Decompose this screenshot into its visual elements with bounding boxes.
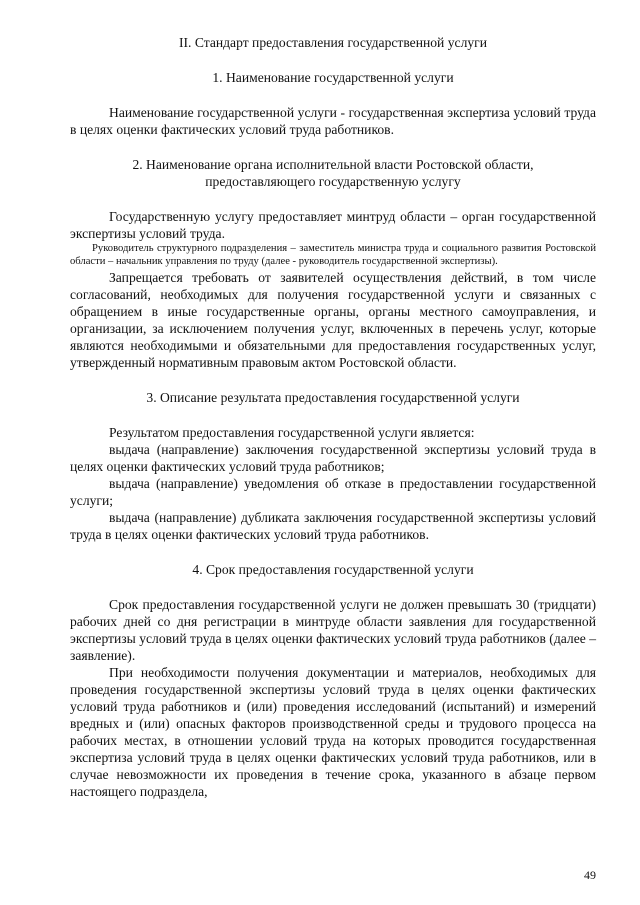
- section-3-heading: 3. Описание результата предоставления государственной услуги: [146, 389, 520, 405]
- section-3-paragraph-3: выдача (направление) уведомления об отказе в предоставлении государственной услуги;: [70, 475, 596, 508]
- section-2-heading-line-1: 2. Наименование органа исполнительной власти Ростовской области,: [132, 157, 534, 172]
- section-1-heading: 1. Наименование государственной услуги: [212, 70, 454, 85]
- section-4-heading: 4. Срок предоставления государственной услуги: [192, 561, 474, 577]
- section-2: [70, 156, 596, 371]
- section-3-paragraph-2: выдача (направление) заключения государственной экспертизы условий труда в целях оценки фактических условий труда работников;: [70, 441, 596, 474]
- page-number: 49: [584, 868, 596, 882]
- section-3-paragraph-1: Результатом предоставления государственной услуги является:: [109, 424, 475, 440]
- section-3: [70, 389, 596, 543]
- section-2-paragraph-1: Государственную услугу предоставляет минтруд области – орган государственной экспертизы условий труда.: [70, 209, 596, 241]
- section-3-paragraph-4: выдача (направление) дубликата заключения государственной экспертизы условий труда в целях оценки фактических условий труда работников.: [70, 509, 596, 542]
- section-2-heading-line-2: предоставляющего государственную услугу: [205, 174, 461, 189]
- section-4: [70, 561, 596, 800]
- document-page: [70, 34, 596, 800]
- part-title: II. Стандарт предоставления государственной услуги: [178, 35, 487, 50]
- section-4-paragraph-1: Срок предоставления государственной услуги не должен превышать 30 (тридцати) рабочих дней со дня регистрации в минтруде области заявления для государственной экспертизы условий труда в целях оценки фактических условий труда работников (далее – заявление).: [70, 596, 596, 663]
- section-1: [70, 69, 596, 138]
- section-4-paragraph-2: При необходимости получения документации и материалов, необходимых для проведения государственной экспертизы условий труда в целях оценки фактических условий труда работников и (или) проведения исследований (испытаний) и измерений вредных и (или) опасных факторов производственной среды и трудового процесса на рабочих местах, в отношении условий труда на которых проводится государственная экспертиза условий труда в целях оценки фактических условий труда работников, или в случае невозможности их проведения в течение срока, указанного в абзаце первом настоящего подраздела,: [70, 664, 596, 799]
- section-2-paragraph-2: Запрещается требовать от заявителей осуществления действий, в том числе согласований, необходимых для получения государственной услуги и связанных с обращением в иные государственные органы, органы местного самоуправления, и организации, за исключением получения услуг, включенных в перечень услуг, которые являются необходимыми и обязательными для предоставления государственных услуг, утвержденный нормативным правовым актом Ростовской области.: [70, 269, 596, 370]
- section-1-paragraph-1: Наименование государственной услуги - государственная экспертиза условий труда в целях оценки фактических условий труда работников.: [70, 105, 596, 137]
- section-2-small-paragraph: Руководитель структурного подразделения – заместитель министра труда и социального развития Ростовской области – начальник управления по труду (далее - руководитель государственной экспертизы).: [70, 243, 596, 268]
